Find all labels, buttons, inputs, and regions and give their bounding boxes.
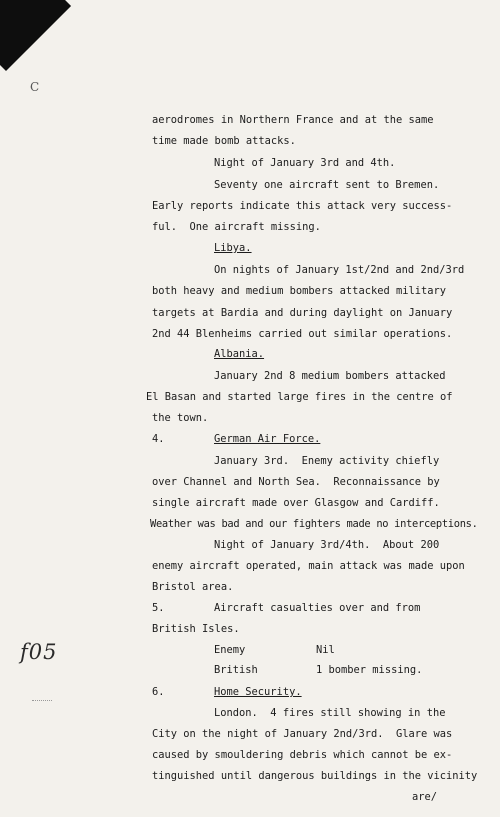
text-line: targets at Bardia and during daylight on January bbox=[152, 307, 453, 319]
text-line: the town. bbox=[152, 412, 209, 424]
section-number: 4. bbox=[152, 433, 165, 445]
text-line: Weather was bad and our fighters made no interceptions. bbox=[150, 518, 478, 530]
margin-handwritten-note: f05 bbox=[20, 640, 58, 664]
text-line: El Basan and started large fires in the centre of bbox=[146, 391, 453, 403]
casualty-value-british: 1 bomber missing. bbox=[316, 664, 423, 676]
text-line: over Channel and North Sea. Reconnaissance by bbox=[152, 476, 440, 488]
text-line: tinguished until dangerous buildings in the vicinity bbox=[152, 770, 478, 782]
section-heading-albania: Albania. bbox=[214, 348, 265, 360]
text-line: Seventy one aircraft sent to Bremen. bbox=[214, 179, 440, 191]
text-line: 2nd 44 Blenheims carried out similar operations. bbox=[152, 328, 453, 340]
text-line: single aircraft made over Glasgow and Cardiff. bbox=[152, 497, 440, 509]
text-line: British Isles. bbox=[152, 623, 240, 635]
text-line: enemy aircraft operated, main attack was made upon bbox=[152, 560, 465, 572]
section-number: 5. bbox=[152, 602, 165, 614]
text-line: On nights of January 1st/2nd and 2nd/3rd bbox=[214, 264, 465, 276]
section-heading-german-air-force: German Air Force. bbox=[214, 433, 321, 445]
text-line: both heavy and medium bombers attacked military bbox=[152, 285, 447, 297]
text-line: Bristol area. bbox=[152, 581, 234, 593]
text-line: caused by smouldering debris which cannot be ex- bbox=[152, 749, 453, 761]
text-line: time made bomb attacks. bbox=[152, 135, 296, 147]
text-line: London. 4 fires still showing in the bbox=[214, 707, 446, 719]
section-heading-libya: Libya. bbox=[214, 242, 252, 254]
pencil-mark: C bbox=[30, 80, 40, 94]
black-corner-mark bbox=[0, 0, 71, 71]
section-number: 6. bbox=[152, 686, 165, 698]
text-line: Early reports indicate this attack very success- bbox=[152, 200, 453, 212]
margin-dots bbox=[32, 700, 52, 701]
text-line: January 3rd. Enemy activity chiefly bbox=[214, 455, 440, 467]
text-line: January 2nd 8 medium bombers attacked bbox=[214, 370, 446, 382]
text-line: ful. One aircraft missing. bbox=[152, 221, 321, 233]
text-line: Aircraft casualties over and from bbox=[214, 602, 421, 614]
casualty-label-enemy: Enemy bbox=[214, 644, 246, 656]
casualty-label-british: British bbox=[214, 664, 258, 676]
text-line: Night of January 3rd and 4th. bbox=[214, 157, 396, 169]
casualty-value-enemy: Nil bbox=[316, 644, 335, 656]
text-line: City on the night of January 2nd/3rd. Glare was bbox=[152, 728, 453, 740]
section-heading-home-security: Home Security. bbox=[214, 686, 302, 698]
catchword: are/ bbox=[412, 791, 438, 803]
text-line: Night of January 3rd/4th. About 200 bbox=[214, 539, 440, 551]
text-line: aerodromes in Northern France and at the same bbox=[152, 114, 434, 126]
